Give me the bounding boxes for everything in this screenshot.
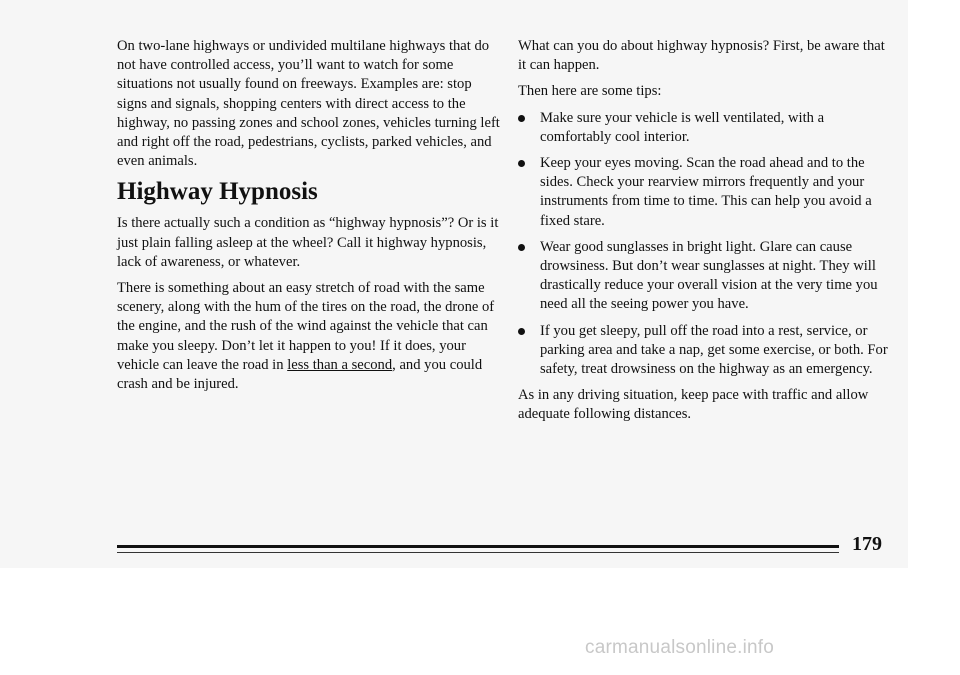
right-column — [518, 37, 893, 432]
paragraph-text-end: , and you could crash and be injured. — [117, 356, 483, 393]
page-number: 179 — [852, 533, 882, 555]
left-column — [117, 37, 502, 401]
tip-text: If you get sleepy, pull off the road into a rest, service, or parking area and take a nap, get some exercise, or both. For safety, treat drowsiness on the highway as an emergency. — [540, 322, 888, 378]
tip-text: Keep your eyes moving. Scan the road ahead and to the sides. Check your rearview mirrors frequently and your instruments from time to time. This can help you avoid a fixed stare. — [540, 155, 872, 229]
tip-text: Make sure your vehicle is well ventilated, with a comfortably cool interior. — [540, 109, 825, 145]
paragraph-text-start: There is something about an easy stretch of road with the same scenery, along with the hum of the tires on the road, the drone of the engine, and the rush of the wind against the vehicle that can make you sleepy. Don’t let it happen to you! If it does, your vehicle can leave the road in — [117, 280, 495, 373]
what-to-do-paragraph: What can you do about highway hypnosis? First, be aware that it can happen. — [518, 38, 885, 74]
tips-list — [518, 109, 893, 380]
hypnosis-description-paragraph — [117, 279, 502, 394]
footer-rule-thick — [117, 545, 839, 548]
tip-item — [518, 322, 893, 380]
closing-paragraph: As in any driving situation, keep pace with traffic and allow adequate following distances. — [518, 387, 869, 423]
tip-text: Wear good sunglasses in bright light. Glare can cause drowsiness. But don’t wear sunglasses at night. They will drastically reduce your overall vision at the very time you need all the seeing power you have. — [540, 238, 878, 313]
tip-item — [518, 109, 893, 147]
bullet-icon — [518, 115, 525, 122]
watermark: carmanualsonline.info — [585, 637, 775, 658]
tip-item — [518, 238, 893, 315]
hypnosis-question-paragraph: Is there actually such a condition as “highway hypnosis”? Or is it just plain falling asleep at the wheel? Call it highway hypnosis, lack of awareness, or whatever. — [117, 215, 499, 270]
tip-item — [518, 154, 893, 231]
footer-rule-thin — [117, 552, 839, 553]
tips-intro: Then here are some tips: — [518, 83, 662, 100]
section-heading: Highway Hypnosis — [117, 178, 318, 206]
underlined-emphasis: less than a second — [287, 356, 393, 373]
bullet-icon — [518, 160, 525, 167]
bullet-icon — [518, 328, 525, 335]
intro-paragraph: On two-lane highways or undivided multilane highways that do not have controlled access, you’ll want to watch for some situations not usually found on freeways. Examples are: stop signs and signals, shopping centers with direct access to the highway, no passing zones and school zones, vehicles turning left and right off the road, pedestrians, cyclists, parked vehicles, and even animals. — [117, 38, 500, 170]
bullet-icon — [518, 244, 525, 251]
